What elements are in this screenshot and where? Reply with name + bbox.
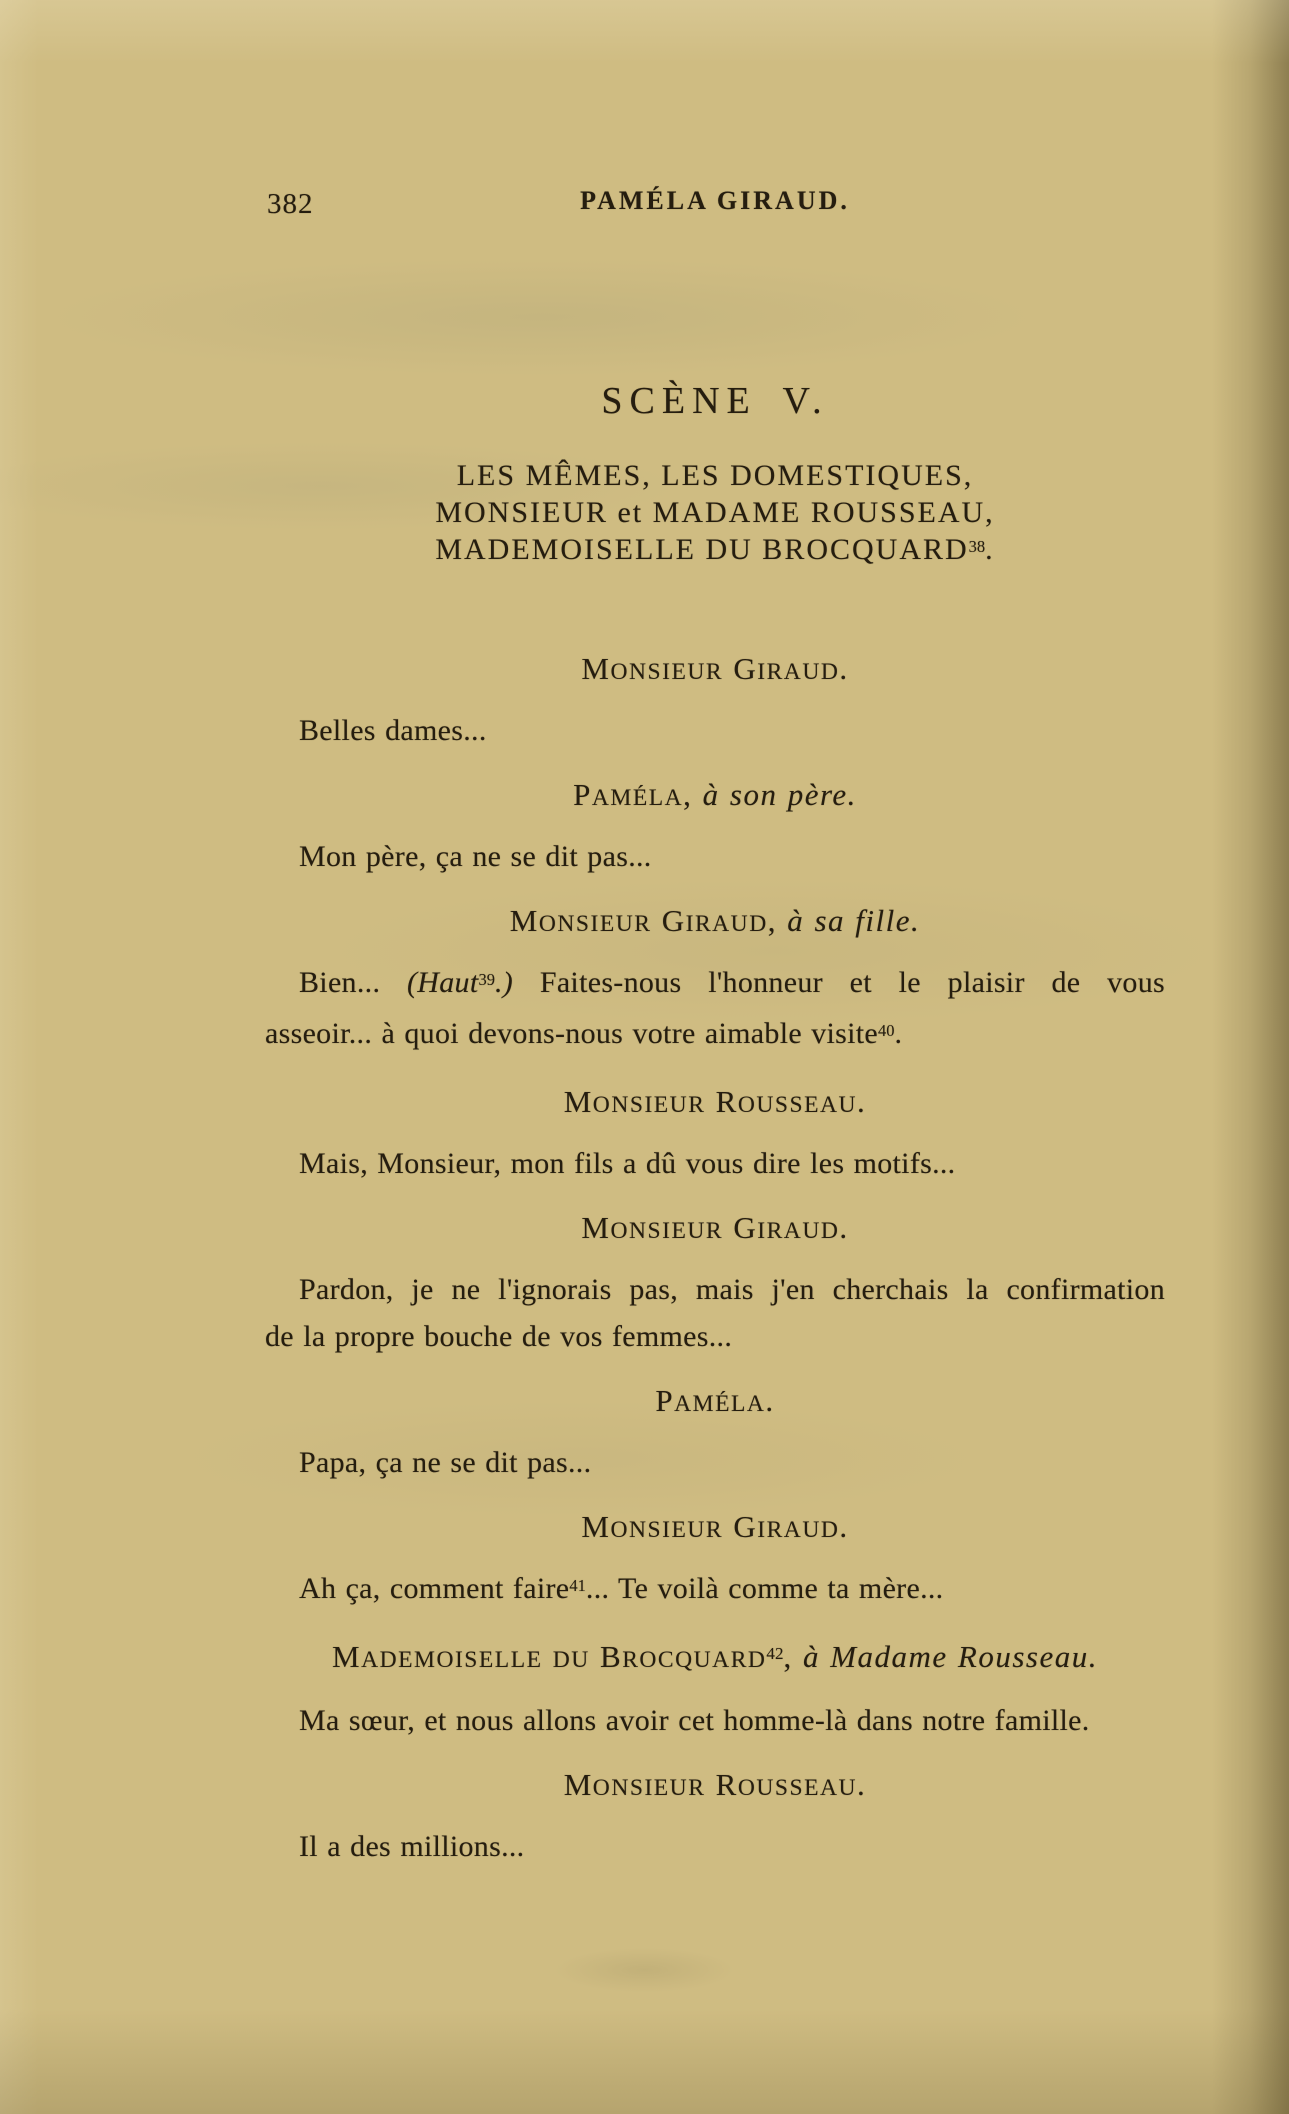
dialogue-line: Il a des millions...: [299, 1830, 525, 1863]
stage-direction: à Madame Rousseau.: [802, 1639, 1098, 1674]
dialogue-line: Mais, Monsieur, mon fils a dû vous dire les motifs...: [299, 1147, 956, 1180]
character-name: MONSIEUR GIRAUD.: [581, 1210, 849, 1245]
dialogue-line: Mon père, ça ne se dit pas...: [299, 840, 652, 873]
character-name: MONSIEUR GIRAUD.: [581, 651, 849, 686]
running-title: PAMÉLA GIRAUD.: [580, 186, 850, 215]
dialogue-line: Ma sœur, et nous allons avoir cet homme-là dans notre famille.: [299, 1704, 1090, 1737]
character-list-line: MONSIEUR et MADAME ROUSSEAU,: [435, 496, 995, 529]
character-name: PAMÉLA.: [655, 1383, 775, 1418]
footnote-reference: 39: [478, 969, 495, 989]
character-name: MADEMOISELLE DU BROCQUARD: [332, 1639, 767, 1674]
dialogue-line: Pardon, je ne l'ignorais pas, mais j'en cherchais la confirmation: [299, 1273, 1165, 1306]
character-name: MONSIEUR ROUSSEAU.: [563, 1767, 867, 1802]
speaker-heading: [265, 1081, 1165, 1126]
footnote-reference: 41: [569, 1575, 586, 1595]
character-name: MONSIEUR GIRAUD.: [581, 1509, 849, 1544]
speaker-heading: [265, 648, 1165, 693]
character-name: PAMÉLA,: [573, 777, 693, 812]
dialogue-content: [265, 648, 1165, 1870]
dialogue-line: Ah ça, comment faire$^{41}$... Te voilà comme ta mère...: [299, 1572, 944, 1605]
dialogue-line: Papa, ça ne se dit pas...: [299, 1446, 592, 1479]
dialogue-line: Bien... (Haut$^{39}$.) Faites-nous l'honneur et le plaisir de vous: [299, 966, 1165, 999]
stage-direction: (Haut: [407, 966, 479, 999]
stage-direction: .): [495, 966, 514, 999]
dialogue-line: asseoir... à quoi devons-nous votre aimable visite$^{40}$.: [265, 1017, 903, 1050]
footnote-reference: 40: [878, 1020, 895, 1040]
dialogue-line: Belles dames...: [299, 714, 487, 747]
character-list-line: LES MÊMES, LES DOMESTIQUES,: [456, 459, 974, 492]
stage-direction: à sa fille.: [787, 903, 921, 938]
speaker-heading: [265, 1506, 1165, 1551]
text-column: [265, 0, 1165, 1870]
scene-character-list: [265, 457, 1165, 572]
speaker-heading: [265, 1764, 1165, 1809]
page-number: 382: [267, 188, 314, 220]
scene-title: SCÈNE V.: [601, 380, 829, 422]
footnote-reference: 38: [968, 536, 986, 556]
speaker-heading: [265, 900, 1165, 945]
character-name: MONSIEUR GIRAUD,: [509, 903, 777, 938]
dialogue-line: de la propre bouche de vos femmes...: [265, 1320, 733, 1353]
character-name: MONSIEUR ROUSSEAU.: [563, 1084, 867, 1119]
speaker-heading: [265, 1380, 1165, 1425]
speaker-heading: [265, 1207, 1165, 1252]
character-list-line: MADEMOISELLE DU BROCQUARD$^{38}$.: [435, 533, 995, 566]
speaker-heading: [265, 774, 1165, 819]
speaker-heading: MADEMOISELLE DU BROCQUARD$^{42}$, à Madame Rousseau.: [332, 1639, 1098, 1674]
stage-direction: à son père.: [702, 777, 857, 812]
footnote-reference: 42: [766, 1644, 784, 1664]
